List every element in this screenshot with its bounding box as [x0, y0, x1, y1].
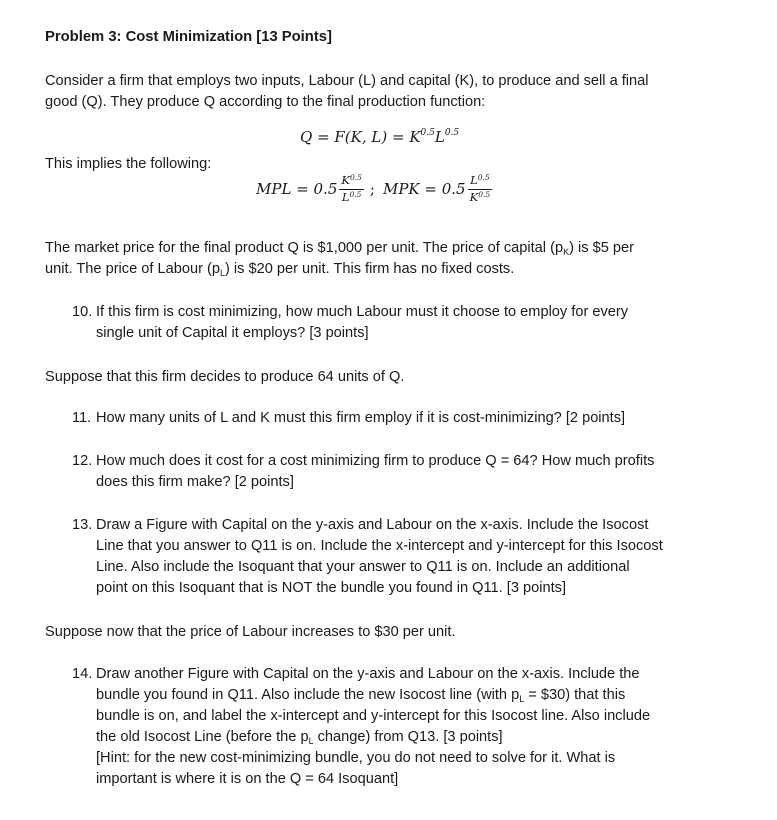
pl-subscript: L — [219, 268, 225, 278]
l-base: L — [434, 128, 445, 146]
mpk-den-base: K — [469, 189, 479, 204]
mpl-num-exp: 0.5 — [349, 173, 362, 182]
q14-hint-line-1: [Hint: for the new cost-minimizing bundle, you do not need to solve for it. What is — [96, 750, 616, 766]
intro-line-1: Consider a firm that employs two inputs, Labour (L) and capital (K), to produce and sell a final — [45, 73, 649, 89]
q14-number: 14. — [72, 666, 93, 682]
q10-line-2: single unit of Capital it employs? [3 points] — [96, 325, 369, 341]
prices-line-1 — [45, 240, 634, 256]
intro-line-2: good (Q). They produce Q according to the final production function: — [45, 94, 486, 110]
production-function-lhs: Q = F(K, L) = K — [300, 128, 421, 146]
q13-line-1: Draw a Figure with Capital on the y-axis and Labour on the x-axis. Include the Isocost — [96, 517, 649, 533]
q13-line-2: Line that you answer to Q11 is on. Include the x-intercept and y-intercept for this Isocost — [96, 538, 663, 554]
prices-line-2 — [45, 261, 514, 277]
mpk-fraction — [468, 175, 493, 203]
q14-line-4-b: change) from Q13. [3 points] — [313, 729, 503, 745]
mpk-num-base: L — [470, 173, 478, 187]
q14-line-1: Draw another Figure with Capital on the y-axis and Labour on the x-axis. Include the — [96, 666, 640, 682]
suppose-30-text: Suppose now that the price of Labour increases to $30 per unit. — [45, 624, 456, 640]
suppose-64-text: Suppose that this firm decides to produce 64 units of Q. — [45, 369, 405, 385]
q14-line-2-end: = $30) that this — [524, 687, 626, 703]
mpk-label: MPK = 0.5 — [382, 180, 466, 198]
q14-line-4 — [96, 729, 503, 745]
q11-line-1: How many units of L and K must this firm employ if it is cost-minimizing? [2 points] — [96, 410, 626, 426]
q14-line-4-a: the old Isocost Line (before the p — [96, 729, 309, 745]
q14-pl-subscript-2: L — [308, 736, 314, 746]
mpl-den-exp: 0.5 — [349, 189, 362, 199]
implies-text: This implies the following: — [45, 156, 212, 172]
q10-line-1: If this firm is cost minimizing, how much Labour must it choose to employ for every — [96, 304, 629, 320]
mpk-den-exp: 0.5 — [478, 189, 491, 199]
pk-subscript: K — [563, 247, 570, 257]
q14-line-3: bundle is on, and label the x-intercept and y-intercept for this Isocost line. Also include — [96, 708, 651, 724]
prices-line-1-text: The market price for the final product Q is $1,000 per unit. The price of capital (p — [45, 240, 564, 256]
q14-pl-subscript: L — [519, 694, 525, 704]
k-exponent: 0.5 — [420, 128, 435, 138]
q13-line-4: point on this Isoquant that is NOT the bundle you found in Q11. [3 points] — [96, 580, 567, 596]
separator: ; — [369, 180, 375, 198]
q11-number: 11. — [72, 410, 92, 426]
mpk-num-exp: 0.5 — [477, 173, 490, 182]
q12-line-1: How much does it cost for a cost minimizing firm to produce Q = 64? How much profits — [96, 453, 655, 469]
mpl-label: MPL = 0.5 — [256, 180, 338, 198]
q14-line-2 — [96, 687, 625, 703]
marginal-products — [256, 175, 494, 203]
mpl-num-base: K — [341, 173, 350, 187]
q12-line-2: does this firm make? [2 points] — [96, 474, 294, 490]
prices-line-1-end: ) is $5 per — [569, 240, 634, 256]
mpl-den-base: L — [341, 189, 350, 204]
q12-number: 12. — [72, 453, 93, 469]
mpl-fraction — [339, 175, 364, 203]
q14-hint-line-2: important is where it is on the Q = 64 Isoquant] — [96, 771, 399, 787]
q14-line-2-text: bundle you found in Q11. Also include the new Isocost line (with p — [96, 687, 520, 703]
problem-title: Problem 3: Cost Minimization [13 Points] — [45, 29, 332, 45]
prices-line-2-a: unit. The price of Labour (p — [45, 261, 220, 277]
q13-number: 13. — [72, 517, 93, 533]
prices-line-2-b: ) is $20 per unit. This firm has no fixed costs. — [224, 261, 515, 277]
l-exponent: 0.5 — [444, 128, 460, 138]
q10-number: 10. — [72, 304, 93, 320]
production-function — [300, 128, 459, 146]
q13-line-3: Line. Also include the Isoquant that your answer to Q11 is on. Include an additional — [96, 559, 630, 575]
